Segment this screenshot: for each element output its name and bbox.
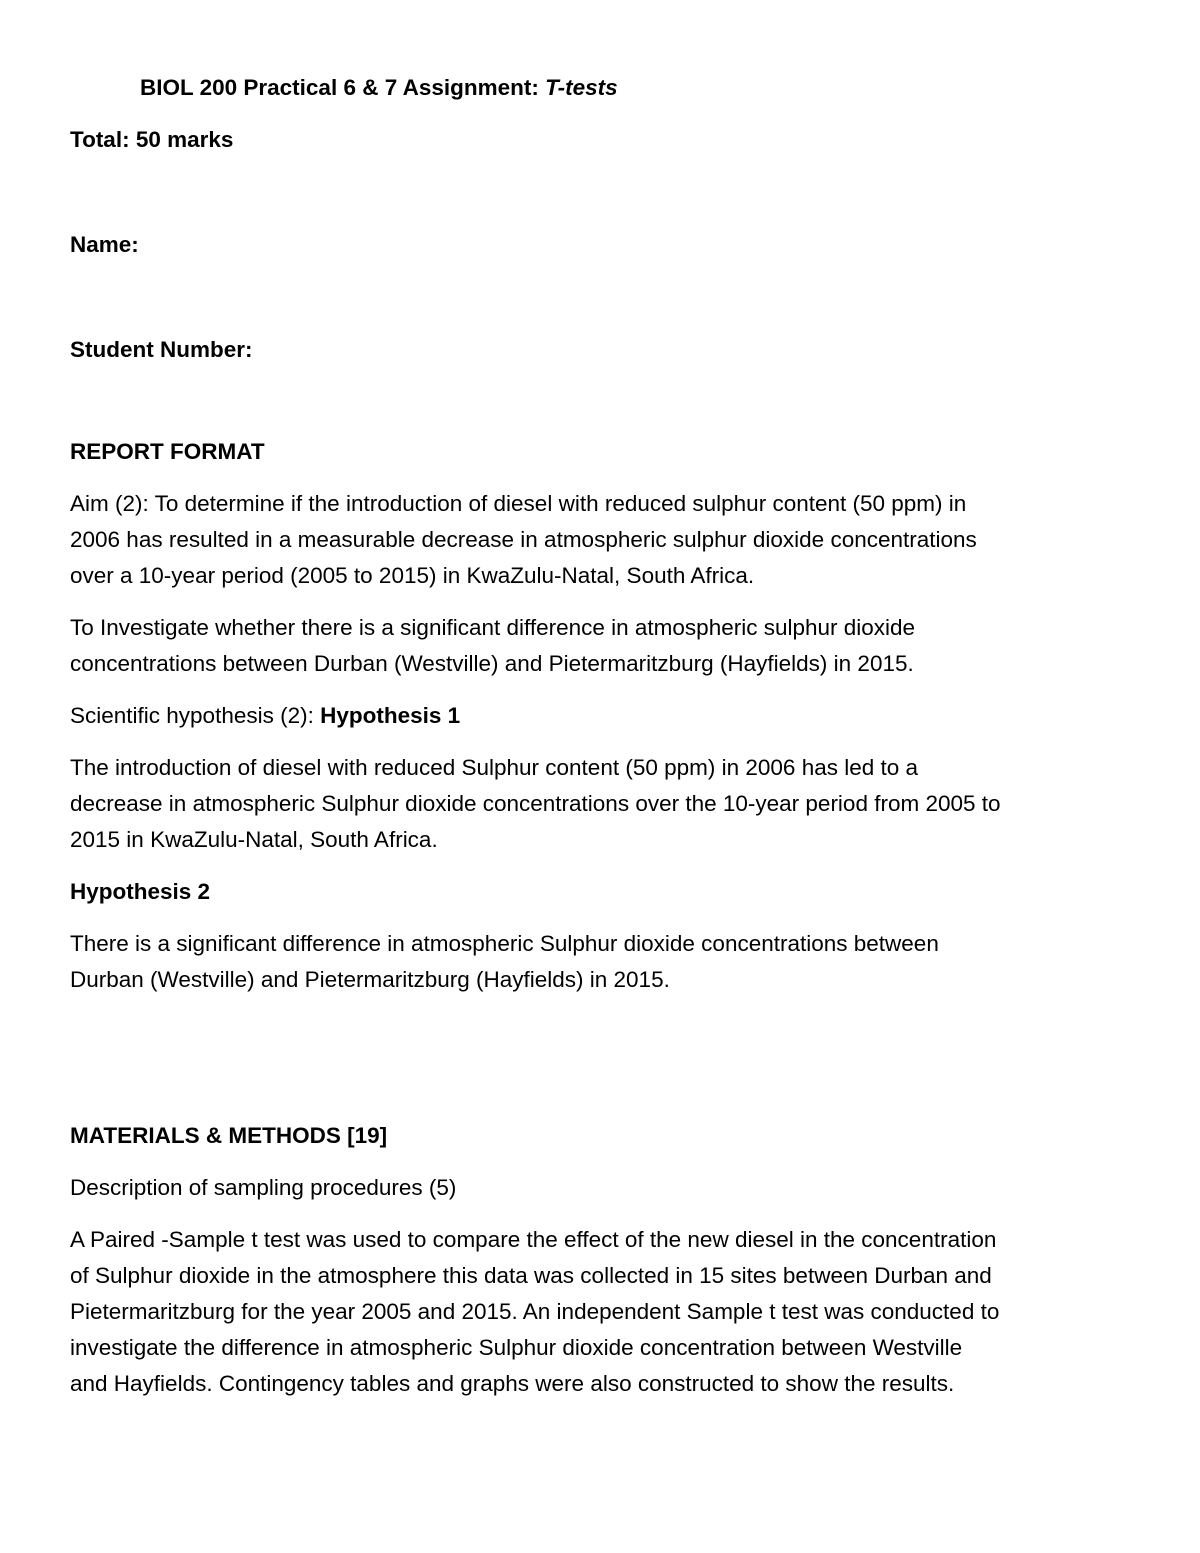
- aim-line-2: 2006 has resulted in a measurable decrease in atmospheric sulphur dioxide concentrations: [70, 527, 977, 552]
- hypothesis-1-title: Hypothesis 1: [320, 703, 461, 728]
- hypothesis-2-title: Hypothesis 2: [70, 879, 211, 904]
- aim-line-3: over a 10-year period (2005 to 2015) in KwaZulu-Natal, South Africa.: [70, 563, 755, 588]
- name-label: Name:: [70, 232, 139, 257]
- document-title-italic: T-tests: [545, 75, 618, 100]
- hypothesis-1-line-3: 2015 in KwaZulu-Natal, South Africa.: [70, 827, 438, 852]
- sampling-procedures-label: Description of sampling procedures (5): [70, 1175, 457, 1200]
- methods-line-2: of Sulphur dioxide in the atmosphere this data was collected in 15 sites between Durban and: [70, 1263, 992, 1288]
- scientific-hypothesis-line: [70, 698, 460, 734]
- methods-line-3: Pietermaritzburg for the year 2005 and 2015. An independent Sample t test was conducted to: [70, 1299, 1000, 1324]
- hypothesis-2-line-1: There is a significant difference in atmospheric Sulphur dioxide concentrations between: [70, 931, 939, 956]
- materials-methods-heading: MATERIALS & METHODS [19]: [70, 1123, 388, 1148]
- report-format-heading: REPORT FORMAT: [70, 439, 265, 464]
- methods-line-5: and Hayfields. Contingency tables and graphs were also constructed to show the results.: [70, 1371, 955, 1396]
- investigate-line-2: concentrations between Durban (Westville) and Pietermaritzburg (Hayfields) in 2015.: [70, 651, 914, 676]
- document-title-text: BIOL 200 Practical 6 & 7 Assignment:: [140, 75, 546, 100]
- document-title: [140, 70, 618, 106]
- total-marks: Total: 50 marks: [70, 127, 234, 152]
- scientific-hypothesis-label: Scientific hypothesis (2):: [70, 703, 321, 728]
- hypothesis-1-line-1: The introduction of diesel with reduced Sulphur content (50 ppm) in 2006 has led to a: [70, 755, 919, 780]
- methods-line-1: A Paired -Sample t test was used to compare the effect of the new diesel in the concentration: [70, 1227, 997, 1252]
- hypothesis-2-line-2: Durban (Westville) and Pietermaritzburg (Hayfields) in 2015.: [70, 967, 670, 992]
- investigate-line-1: To Investigate whether there is a significant difference in atmospheric sulphur dioxide: [70, 615, 916, 640]
- student-number-label: Student Number:: [70, 337, 253, 362]
- aim-line-1: Aim (2): To determine if the introduction of diesel with reduced sulphur content (50 ppm) in: [70, 491, 967, 516]
- methods-line-4: investigate the difference in atmospheric Sulphur dioxide concentration between Westville: [70, 1335, 963, 1360]
- hypothesis-1-line-2: decrease in atmospheric Sulphur dioxide concentrations over the 10-year period from 2005 to: [70, 791, 1001, 816]
